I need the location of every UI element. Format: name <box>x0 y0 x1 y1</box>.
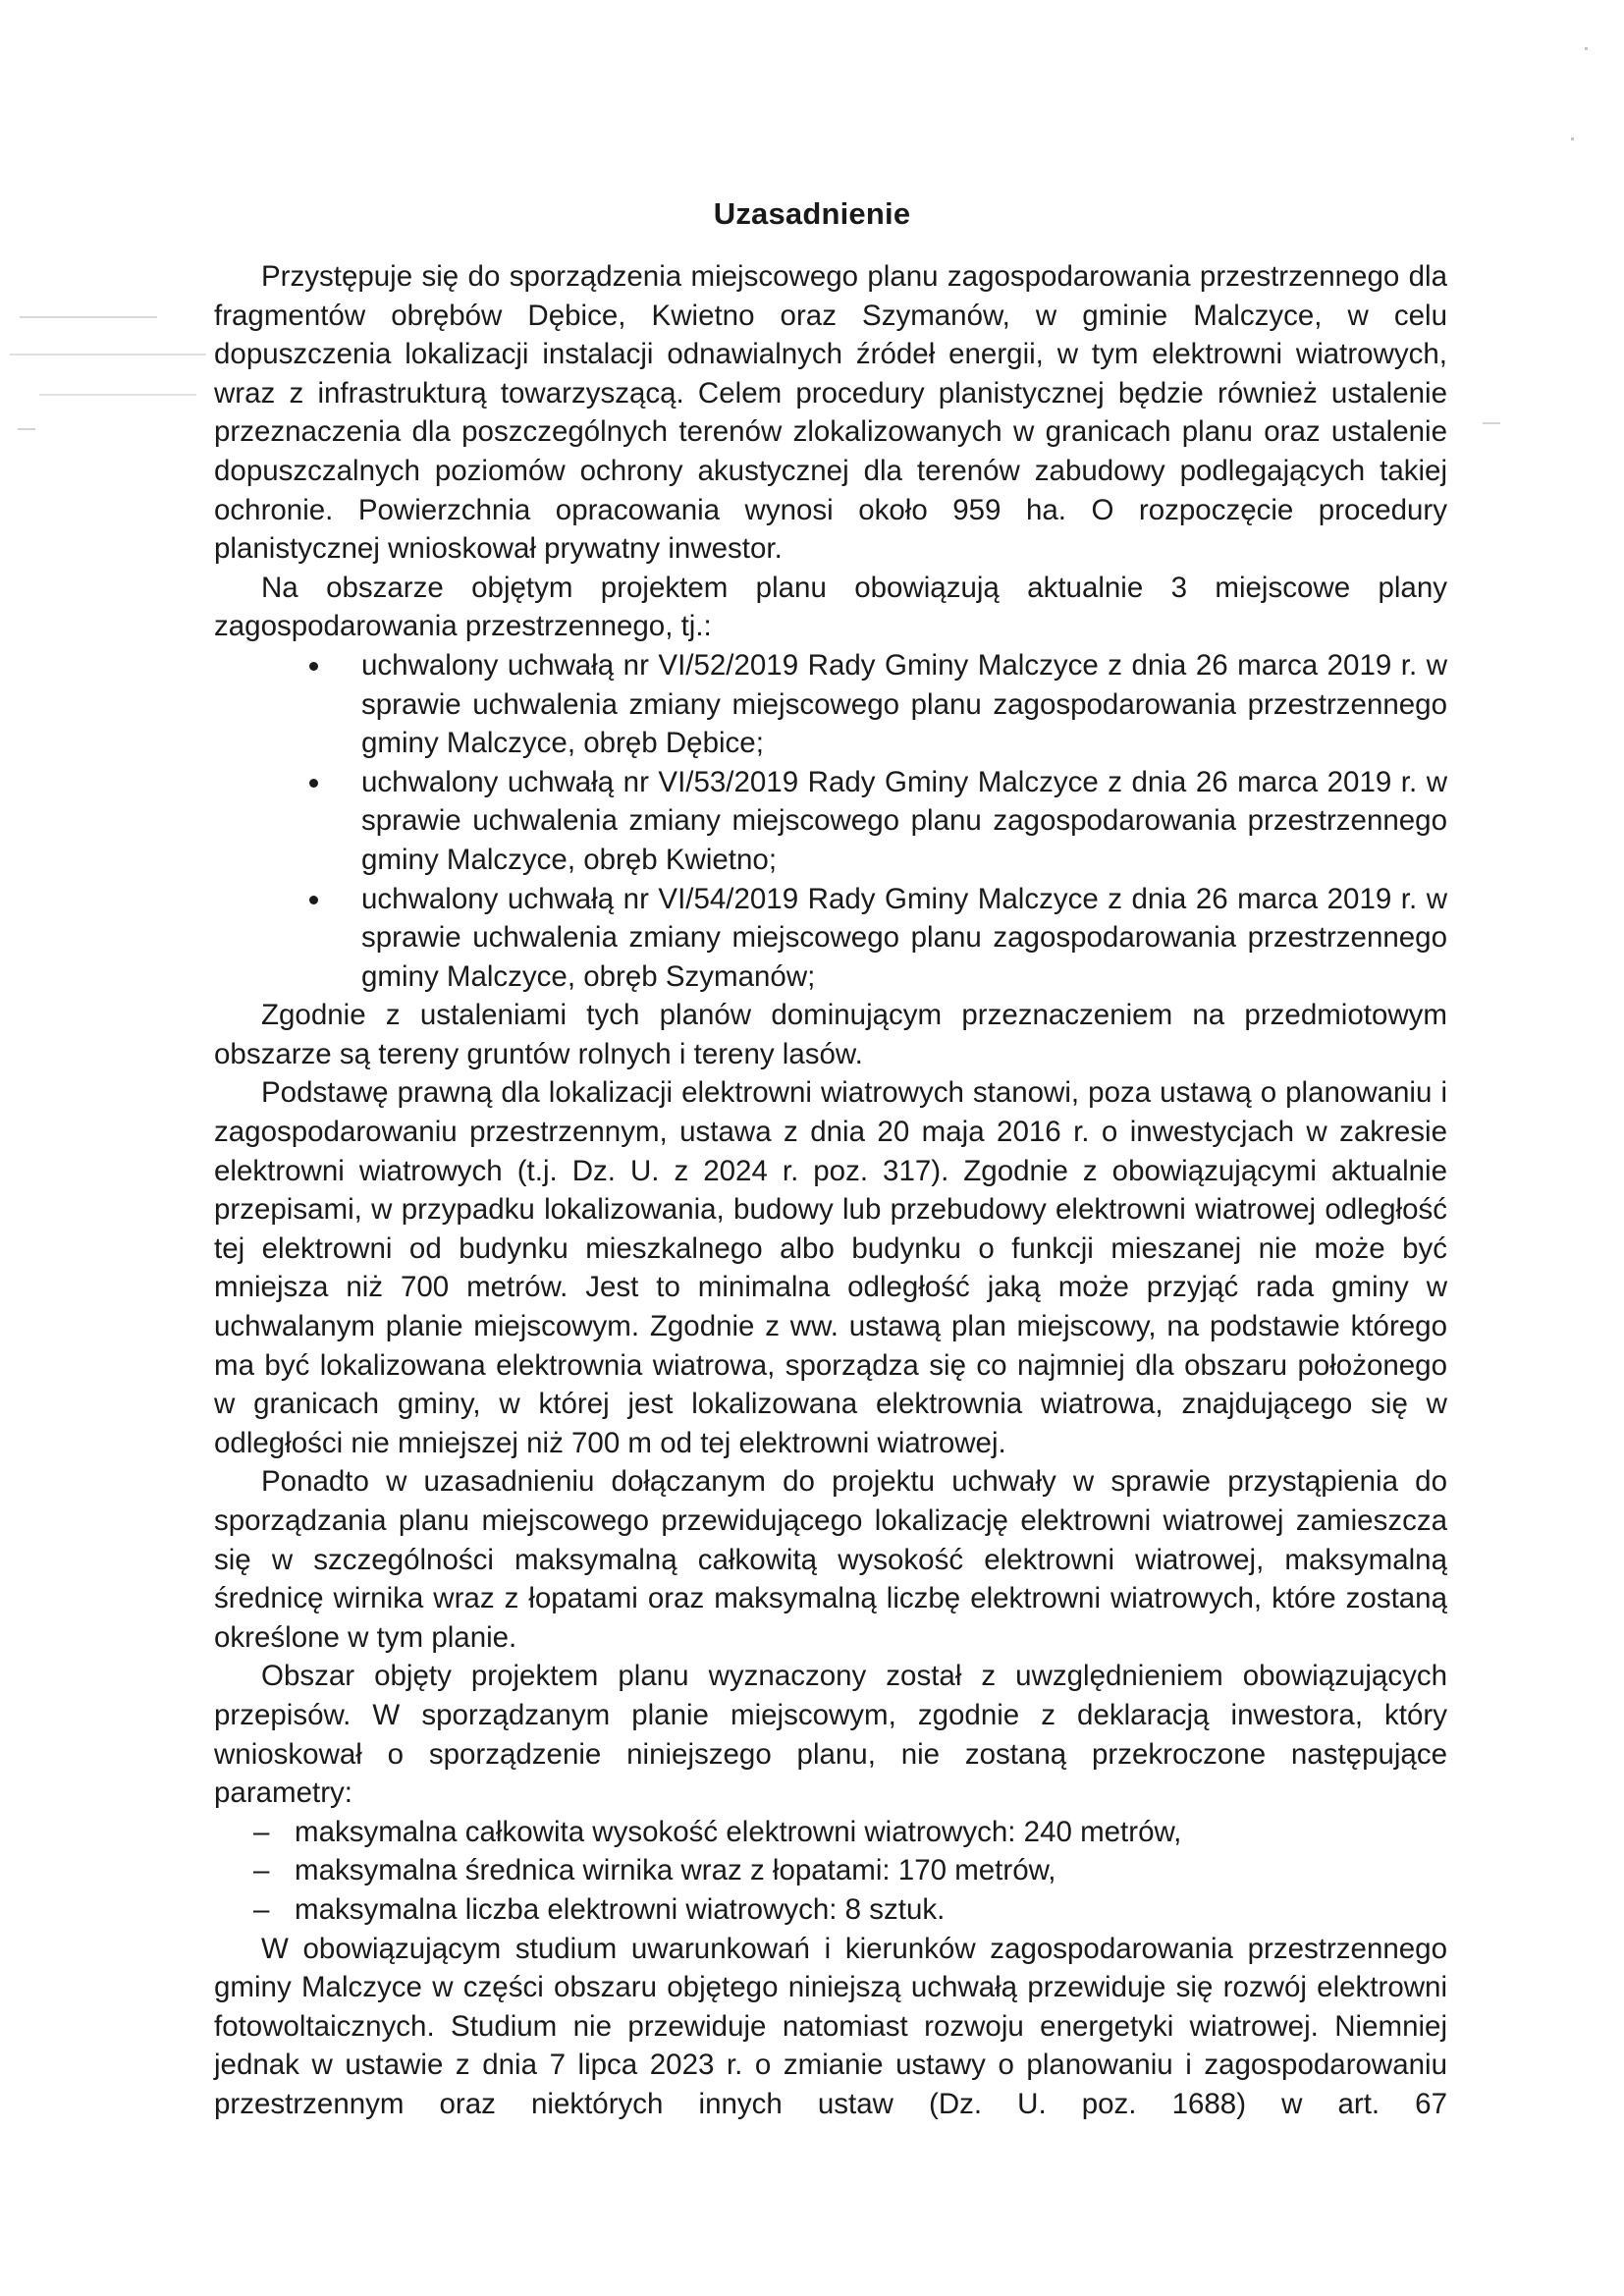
scan-artifact <box>10 354 206 355</box>
parameters-list <box>214 1813 1447 1930</box>
scan-artifact <box>1571 137 1574 140</box>
scan-artifact <box>18 428 35 430</box>
dash-icon: – <box>253 1892 270 1926</box>
parameter-text: maksymalna liczba elektrowni wiatrowych: 8 sztuk. <box>295 1892 946 1926</box>
parameter-text: maksymalna średnica wirnika wraz z łopatami: 170 metrów, <box>295 1854 1056 1887</box>
document-body <box>214 257 1447 2124</box>
paragraph-plans-intro: Na obszarze objętym projektem planu obowiązują aktualnie 3 miejscowe plany zagospodarowania przestrzennego, tj.: <box>214 571 1447 643</box>
scan-artifact <box>20 316 157 318</box>
paragraph-intro: Przystępuje się do sporządzenia miejscowego planu zagospodarowania przestrzennego dla fragmentów obrębów Dębice, Kwietno oraz Szymanów, w gminie Malczyce, w celu dopuszczenia lokalizacji instalacji odnawialnych źródeł energii, w tym elektrowni wiatrowych, wraz z infrastrukturą towarzyszącą. Celem procedury planistycznej będzie również ustalenie przeznaczenia dla poszczególnych terenów zlokalizowanych w granicach planu oraz ustalenie dopuszczalnych poziomów ochrony akustycznej dla terenów zabudowy podlegających takiej ochronie. Powierzchnia opracowania wynosi około 959 ha. O rozpoczęcie procedury planistycznej wnioskował prywatny inwestor. <box>214 260 1447 566</box>
dash-icon: – <box>253 1815 270 1848</box>
paragraph-study: W obowiązującym studium uwarunkowań i kierunków zagospodarowania przestrzennego gminy Malczyce w części obszaru objętego niniejszą uchwałą przewiduje się rozwój elektrowni fotowoltaicznych. Studium nie przewiduje natomiast rozwoju energetyki wiatrowej. Niemniej jednak w ustawie z dnia 7 lipca 2023 r. o zmianie ustawy o planowaniu i zagospodarowaniu przestrzennym oraz niektórych innych ustaw (Dz. U. poz. 1688) w art. 67 <box>214 1932 1447 2120</box>
parameter-text: maksymalna całkowita wysokość elektrowni wiatrowych: 240 metrów, <box>295 1815 1182 1848</box>
list-item <box>214 1890 1447 1930</box>
document-title: Uzasadnienie <box>713 196 911 231</box>
paragraph-legal-basis: Podstawę prawną dla lokalizacji elektrowni wiatrowych stanowi, poza ustawą o planowaniu i zagospodarowaniu przestrzennym, ustawa z dnia 20 maja 2016 r. o inwestycjach w zakresie elektrowni wiatrowych (t.j. Dz. U. z 2024 r. poz. 317). Zgodnie z obowiązującymi aktualnie przepisami, w przypadku lokalizowania, budowy lub przebudowy elektrowni wiatrowej odległość tej elektrowni od budynku mieszkalnego albo budynku o funkcji mieszanej nie może być mniejsza niż 700 metrów. Jest to minimalna odległość jaką może przyjąć rada gminy w uchwalanym planie miejscowym. Zgodnie z ww. ustawą plan miejscowy, na podstawie którego ma być lokalizowana elektrownia wiatrowa, sporządza się co najmniej dla obszaru położonego w granicach gminy, w której jest lokalizowana elektrownia wiatrowa, znajdującego się w odległości nie mniejszej niż 700 m od tej elektrowni wiatrowej. <box>214 1076 1447 1459</box>
scan-artifact <box>1483 422 1500 424</box>
paragraph-justification: Ponadto w uzasadnieniu dołączanym do projektu uchwały w sprawie przystąpienia do sporządzania planu miejscowego przewidującego lokalizację elektrowni wiatrowej zamieszcza się w szczególności maksymalną całkowitą wysokość elektrowni wiatrowej, maksymalną średnicę wirnika wraz z łopatami oraz maksymalną liczbę elektrowni wiatrowych, które zostaną określone w tym planie. <box>214 1465 1447 1654</box>
list-item <box>214 880 1447 997</box>
dash-icon: – <box>253 1854 270 1887</box>
plans-list <box>214 646 1447 996</box>
list-item <box>214 1813 1447 1852</box>
plan-text: uchwalony uchwałą nr VI/54/2019 Rady Gminy Malczyce z dnia 26 marca 2019 r. w sprawie uchwalenia zmiany miejscowego planu zagospodarowania przestrzennego gminy Malczyce, obręb Szymanów; <box>361 882 1447 993</box>
paragraph-plans-summary: Zgodnie z ustaleniami tych planów dominującym przeznaczeniem na przedmiotowym obszarze są tereny gruntów rolnych i tereny lasów. <box>214 999 1447 1070</box>
list-item <box>214 646 1447 763</box>
list-item <box>214 1851 1447 1890</box>
paragraph-parameters-intro: Obszar objęty projektem planu wyznaczony został z uwzględnieniem obowiązujących przepisów. W sporządzanym planie miejscowym, zgodnie z deklaracją inwestora, który wnioskował o sporządzenie niniejszego planu, nie zostaną przekroczone następujące parametry: <box>214 1660 1447 1810</box>
plan-text: uchwalony uchwałą nr VI/53/2019 Rady Gminy Malczyce z dnia 26 marca 2019 r. w sprawie uchwalenia zmiany miejscowego planu zagospodarowania przestrzennego gminy Malczyce, obręb Kwietno; <box>361 765 1447 876</box>
scan-artifact <box>1585 47 1588 50</box>
plan-text: uchwalony uchwałą nr VI/52/2019 Rady Gminy Malczyce z dnia 26 marca 2019 r. w sprawie uchwalenia zmiany miejscowego planu zagospodarowania przestrzennego gminy Malczyce, obręb Dębice; <box>361 648 1447 760</box>
list-item <box>214 763 1447 880</box>
scan-artifact <box>39 394 196 396</box>
